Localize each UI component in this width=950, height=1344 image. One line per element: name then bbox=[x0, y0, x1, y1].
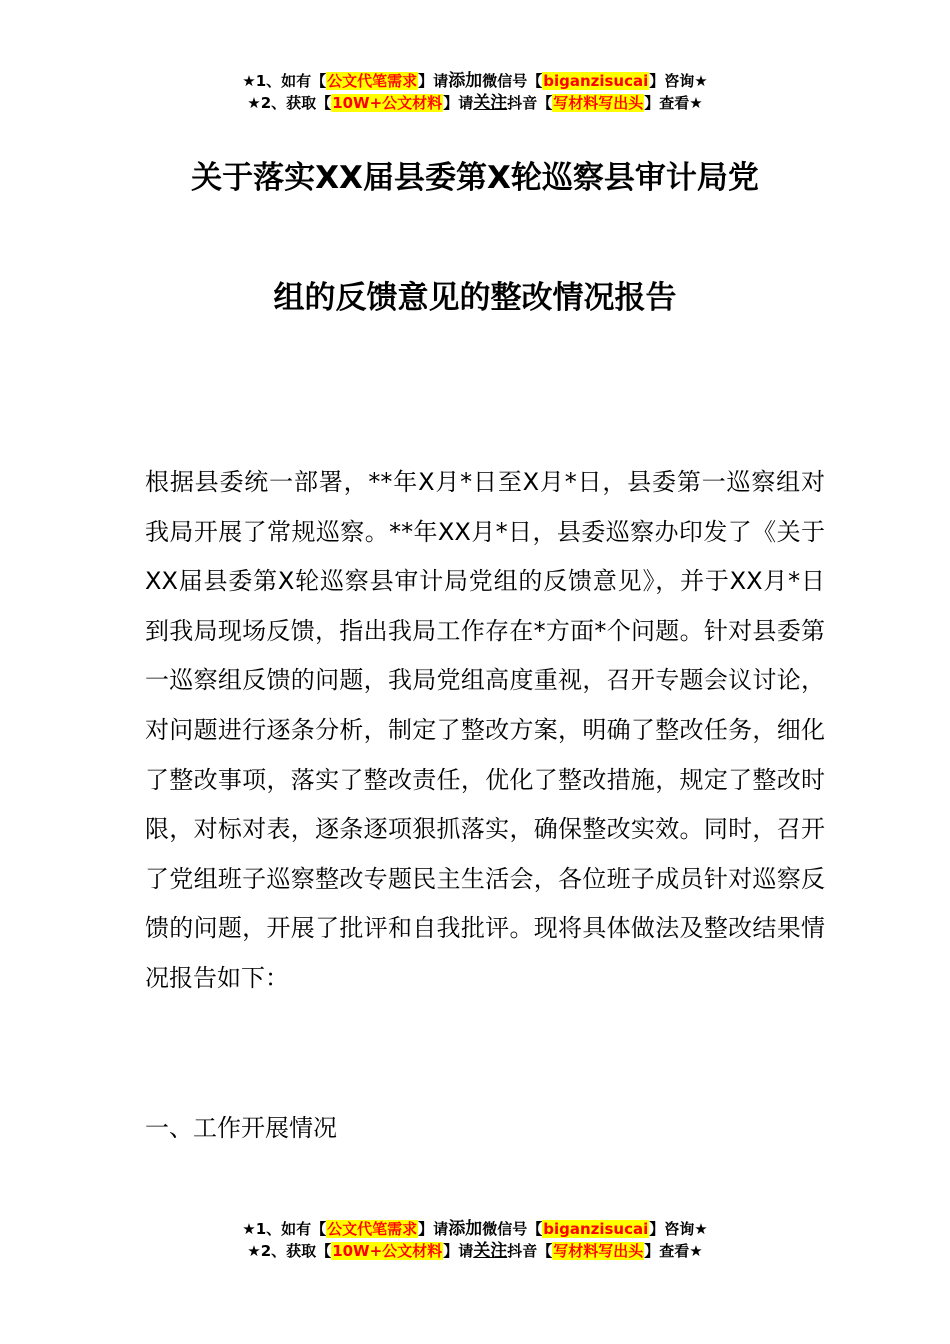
banner-text: 】查看★ bbox=[644, 94, 703, 112]
banner-line-2 bbox=[0, 1240, 950, 1262]
highlight-text: 公文代笔需求 bbox=[327, 1220, 418, 1238]
banner-text: 抖音【 bbox=[507, 94, 553, 112]
banner-text: 】查看★ bbox=[644, 1242, 703, 1260]
wechat-id-highlight: biganzisucai bbox=[543, 1220, 649, 1238]
banner-text: ★2、获取【 bbox=[247, 94, 332, 112]
emphasis-text: 添加 bbox=[448, 1219, 483, 1239]
banner-text: 】请 bbox=[443, 1242, 474, 1260]
document-title-line-2: 组的反馈意见的整改情况报告 bbox=[273, 280, 677, 316]
banner-text: ★1、如有【 bbox=[242, 1220, 327, 1238]
highlight-text: 10W+公文材料 bbox=[332, 94, 443, 112]
banner-text: 微信号【 bbox=[482, 72, 543, 90]
douyin-id-highlight: 写材料写出头 bbox=[553, 1242, 644, 1260]
banner-text: 】请 bbox=[418, 1220, 449, 1238]
top-banner bbox=[0, 70, 950, 114]
emphasis-text: 关注 bbox=[473, 93, 508, 113]
banner-text: 】咨询★ bbox=[649, 72, 708, 90]
banner-line-1 bbox=[0, 1218, 950, 1240]
banner-line-1 bbox=[0, 70, 950, 92]
section-heading: 一、工作开展情况 bbox=[145, 1114, 337, 1142]
highlight-text: 公文代笔需求 bbox=[327, 72, 418, 90]
banner-text: 】咨询★ bbox=[649, 1220, 708, 1238]
banner-text: 抖音【 bbox=[507, 1242, 553, 1260]
emphasis-text: 关注 bbox=[473, 1241, 508, 1261]
banner-text: 】请 bbox=[443, 94, 474, 112]
wechat-id-highlight: biganzisucai bbox=[543, 72, 649, 90]
document-title-line-1: 关于落实XX届县委第X轮巡察县审计局党 bbox=[191, 160, 759, 196]
bottom-banner bbox=[0, 1218, 950, 1262]
douyin-id-highlight: 写材料写出头 bbox=[553, 94, 644, 112]
banner-text: ★1、如有【 bbox=[242, 72, 327, 90]
emphasis-text: 添加 bbox=[448, 71, 483, 91]
banner-text: 微信号【 bbox=[482, 1220, 543, 1238]
banner-text: ★2、获取【 bbox=[247, 1242, 332, 1260]
banner-line-2 bbox=[0, 92, 950, 114]
highlight-text: 10W+公文材料 bbox=[332, 1242, 443, 1260]
body-paragraph: 根据县委统一部署，**年X月*日至X月*日，县委第一巡察组对我局开展了常规巡察。**年XX月*日，县委巡察办印发了《关于XX届县委第X轮巡察县审计局党组的反馈意见》，并于XX月*日到我局现场反馈，指出我局工作存在*方面*个问题。针对县委第一巡察组反馈的问题，我局党组高度重视，召开专题会议讨论，对问题进行逐条分析，制定了整改方案，明确了整改任务，细化了整改事项，落实了整改责任，优化了整改措施，规定了整改时限，对标对表，逐条逐项狠抓落实，确保整改实效。同时，召开了党组班子巡察整改专题民主生活会，各位班子成员针对巡察反馈的问题，开展了批评和自我批评。现将具体做法及整改结果情况报告如下： bbox=[145, 468, 825, 992]
banner-text: 】请 bbox=[418, 72, 449, 90]
